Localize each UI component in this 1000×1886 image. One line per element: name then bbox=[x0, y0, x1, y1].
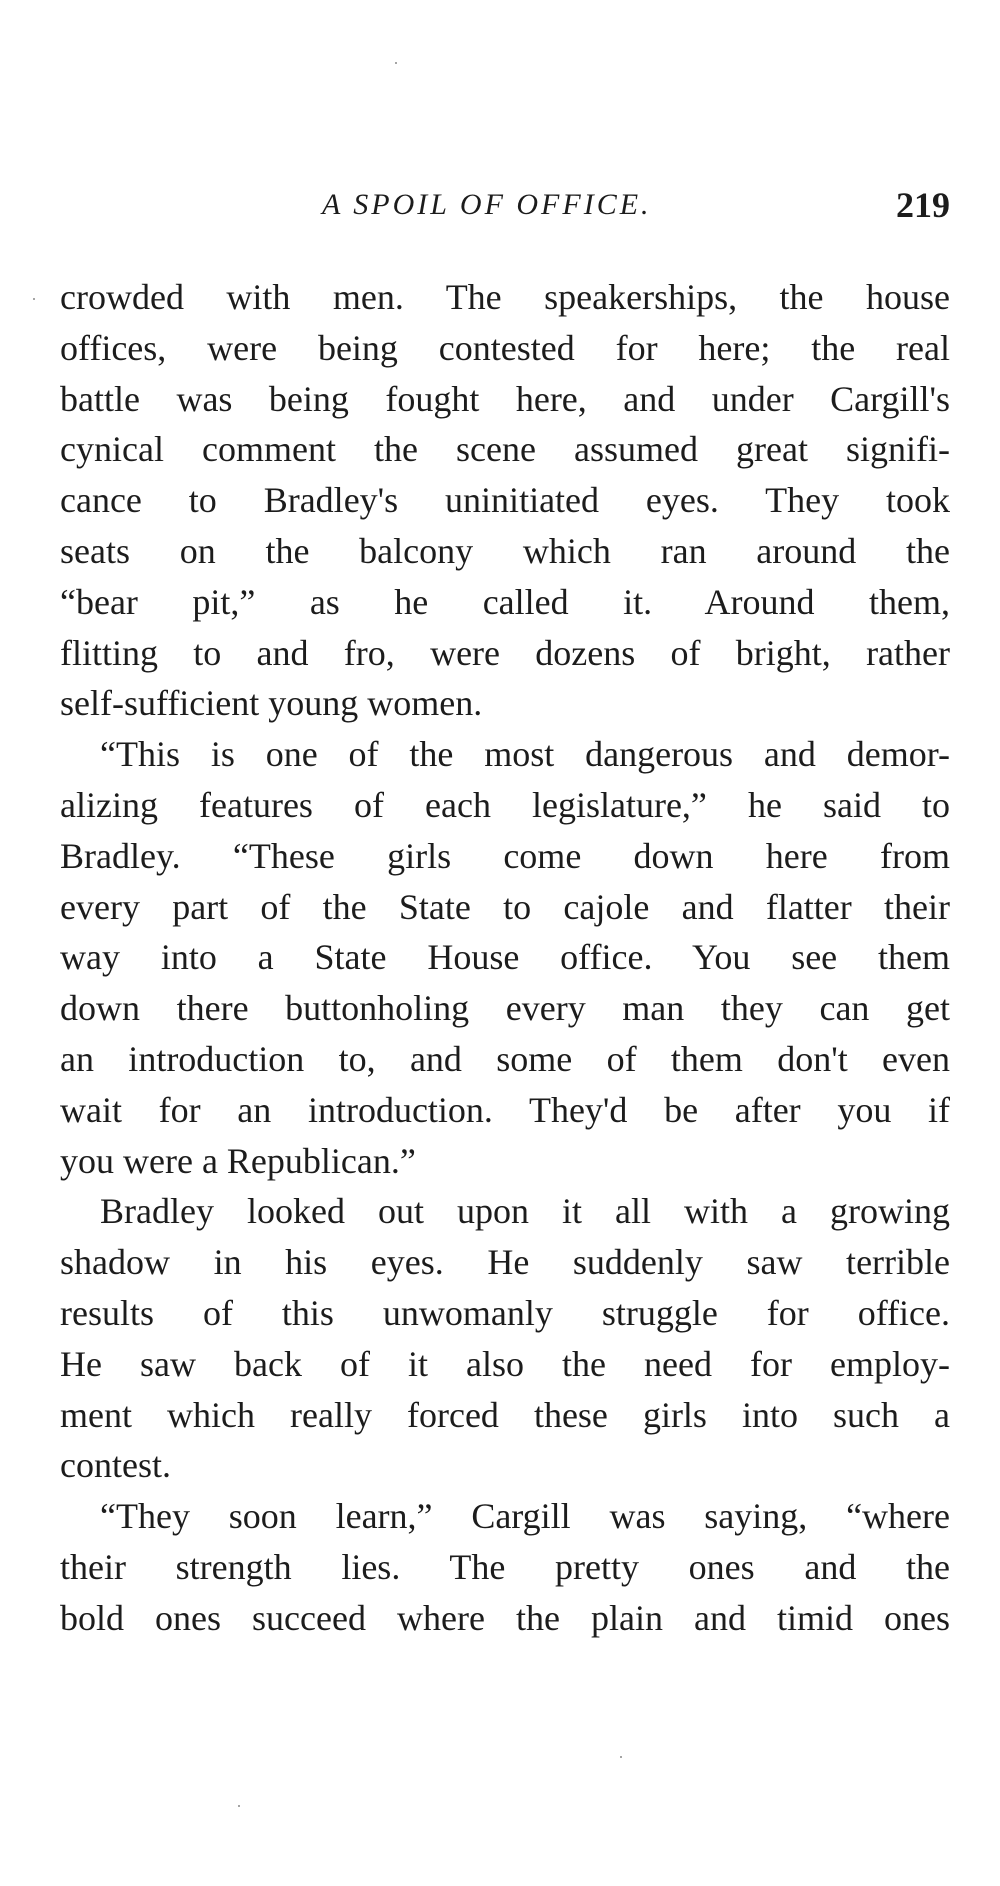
text-line: “This is one of the most dangerous and demor- bbox=[100, 734, 950, 775]
text-line: crowded with men. The speakerships, the house bbox=[60, 277, 950, 317]
print-speck bbox=[33, 298, 35, 300]
text-line: an introduction to, and some of them don't even bbox=[60, 1038, 950, 1079]
text-line: way into a State House office. You see them bbox=[60, 937, 950, 978]
text-line: Bradley looked out upon it all with a growing bbox=[100, 1191, 950, 1232]
text-line: seats on the balcony which ran around the bbox=[60, 530, 950, 571]
text-line: every part of the State to cajole and flatter their bbox=[60, 886, 950, 927]
text-line: flitting to and fro, were dozens of bright, rather bbox=[60, 632, 950, 673]
text-line: wait for an introduction. They'd be after you if bbox=[60, 1089, 950, 1130]
text-line: self-sufficient young women. bbox=[60, 683, 483, 724]
print-speck bbox=[620, 1756, 622, 1758]
text-line: contest. bbox=[60, 1445, 171, 1486]
text-line: battle was being fought here, and under Cargill's bbox=[60, 378, 950, 419]
text-line: bold ones succeed where the plain and timid ones bbox=[60, 1597, 950, 1638]
text-line: cynical comment the scene assumed great signifi- bbox=[60, 429, 950, 470]
text-line: cance to Bradley's uninitiated eyes. They took bbox=[60, 480, 950, 521]
text-line: alizing features of each legislature,” he said to bbox=[60, 784, 950, 825]
text-line: ment which really forced these girls into such a bbox=[60, 1394, 950, 1435]
running-title: A SPOIL OF OFFICE. bbox=[322, 188, 652, 221]
text-line: “They soon learn,” Cargill was saying, “where bbox=[100, 1496, 950, 1537]
text-line: offices, were being contested for here; the real bbox=[60, 327, 950, 368]
text-line: their strength lies. The pretty ones and the bbox=[60, 1546, 950, 1587]
print-speck bbox=[395, 62, 397, 64]
body-text bbox=[60, 272, 950, 1644]
text-line: down there buttonholing every man they can get bbox=[60, 988, 950, 1029]
text-line: results of this unwomanly struggle for office. bbox=[60, 1292, 950, 1333]
text-line: you were a Republican.” bbox=[60, 1140, 416, 1181]
print-speck bbox=[238, 1805, 240, 1807]
text-line: Bradley. “These girls come down here from bbox=[60, 835, 950, 876]
running-head bbox=[60, 180, 950, 230]
text-line: “bear pit,” as he called it. Around them, bbox=[60, 581, 950, 622]
text-line: He saw back of it also the need for employ- bbox=[60, 1343, 950, 1384]
page-number: 219 bbox=[896, 185, 950, 225]
text-line: shadow in his eyes. He suddenly saw terrible bbox=[60, 1242, 950, 1283]
